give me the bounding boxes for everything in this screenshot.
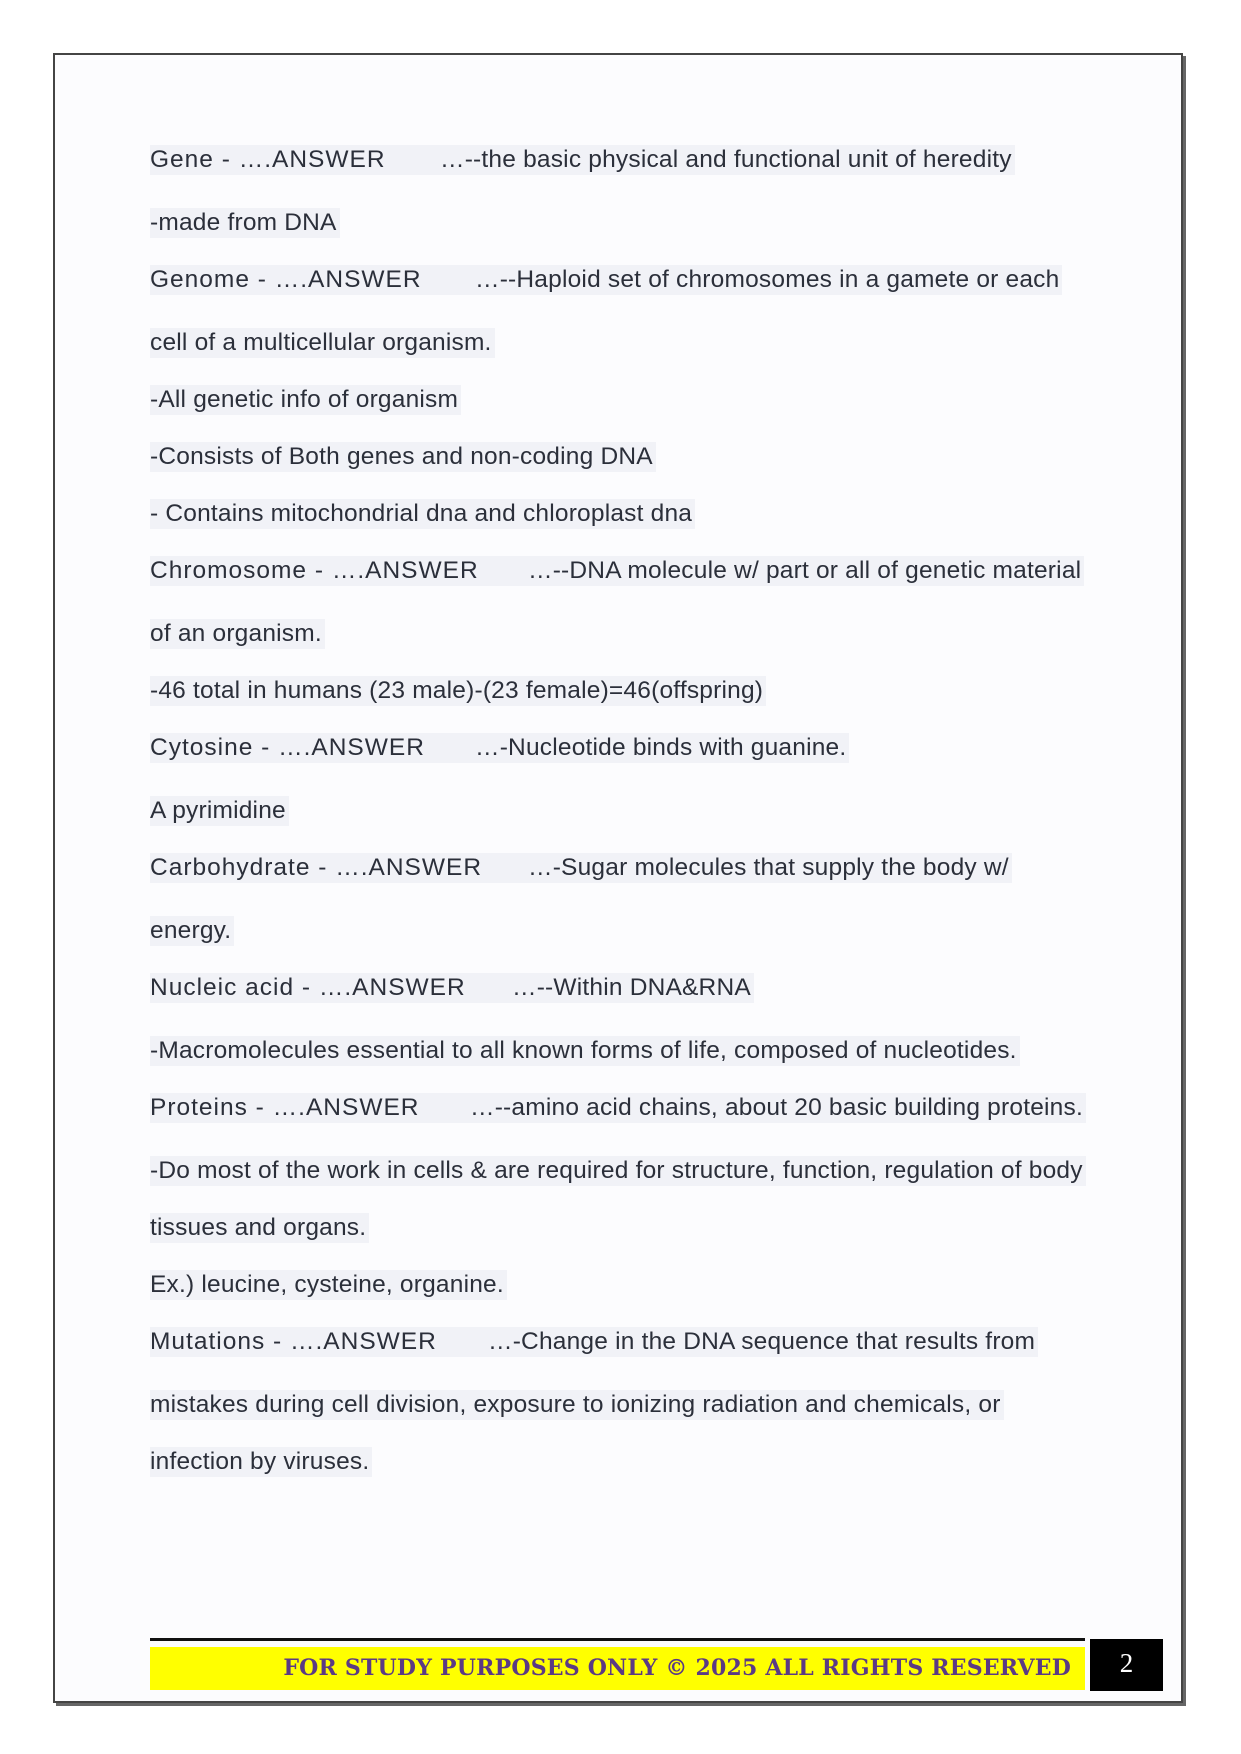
answer-text: …-Change in the DNA sequence that results from	[488, 1328, 1036, 1355]
answer-continuation: of an organism.	[150, 619, 325, 649]
answer-text: …--DNA molecule w/ part or all of genetic material	[528, 557, 1082, 584]
entry-gene	[150, 145, 1100, 175]
copyright-notice: FOR STUDY PURPOSES ONLY © 2025 ALL RIGHTS RESERVED	[283, 1655, 1071, 1681]
answer-continuation: mistakes during cell division, exposure to ionizing radiation and chemicals, or	[150, 1390, 1004, 1420]
answer-continuation: -46 total in humans (23 male)-(23 female)=46(offspring)	[150, 676, 766, 706]
entry-line	[150, 385, 1100, 415]
answer-text: …--amino acid chains, about 20 basic building proteins.	[470, 1094, 1083, 1121]
answer-text: …--Haploid set of chromosomes in a gamete or each	[475, 266, 1060, 293]
footer-rule	[150, 1638, 1085, 1641]
footer-banner	[150, 1647, 1085, 1690]
entry-line	[150, 1270, 1100, 1300]
answer-continuation: -Consists of Both genes and non-coding DNA	[150, 442, 656, 472]
entry-line	[150, 328, 1100, 358]
answer-continuation: -Do most of the work in cells & are required for structure, function, regulation of body	[150, 1156, 1086, 1186]
entry-cytosine	[150, 733, 1100, 763]
term-label: Mutations - ….ANSWER	[150, 1328, 437, 1355]
answer-continuation: - Contains mitochondrial dna and chloroplast dna	[150, 499, 695, 529]
term-label: Genome - ….ANSWER	[150, 266, 422, 293]
entry-line	[150, 208, 1100, 238]
page-number: 2	[1090, 1639, 1163, 1691]
answer-text: …--the basic physical and functional unit of heredity	[440, 146, 1012, 173]
answer-continuation: infection by viruses.	[150, 1447, 372, 1477]
entry-mutations	[150, 1327, 1100, 1357]
answer-continuation: tissues and organs.	[150, 1213, 369, 1243]
entry-line	[150, 796, 1100, 826]
answer-continuation: -made from DNA	[150, 208, 340, 238]
term-label: Gene - ….ANSWER	[150, 146, 386, 173]
entry-line	[150, 916, 1100, 946]
entry-carbohydrate	[150, 853, 1100, 883]
entry-line	[150, 499, 1100, 529]
answer-continuation: Ex.) leucine, cysteine, organine.	[150, 1270, 507, 1300]
entry-genome	[150, 265, 1100, 295]
entry-line	[150, 1036, 1100, 1066]
answer-text: …-Sugar molecules that supply the body w/	[528, 854, 1009, 881]
term-label: Cytosine - ….ANSWER	[150, 734, 425, 761]
entry-proteins	[150, 1093, 1100, 1123]
term-label: Nucleic acid - ….ANSWER	[150, 974, 466, 1001]
term-label: Proteins - ….ANSWER	[150, 1094, 420, 1121]
entry-chromosome	[150, 556, 1100, 586]
answer-continuation: -All genetic info of organism	[150, 385, 461, 415]
entry-line	[150, 1447, 1100, 1477]
answer-continuation: -Macromolecules essential to all known forms of life, composed of nucleotides.	[150, 1036, 1020, 1066]
entry-line	[150, 676, 1100, 706]
answer-continuation: energy.	[150, 916, 234, 946]
answer-continuation: A pyrimidine	[150, 796, 289, 826]
entry-line	[150, 1213, 1100, 1243]
entry-nucleic-acid	[150, 973, 1100, 1003]
answer-text: …--Within DNA&RNA	[512, 974, 751, 1001]
entry-line	[150, 1156, 1100, 1186]
entry-line	[150, 442, 1100, 472]
answer-text: …-Nucleotide binds with guanine.	[475, 734, 847, 761]
document-body	[150, 145, 1100, 1504]
term-label: Carbohydrate - ….ANSWER	[150, 854, 483, 881]
entry-line	[150, 619, 1100, 649]
term-label: Chromosome - ….ANSWER	[150, 557, 479, 584]
answer-continuation: cell of a multicellular organism.	[150, 328, 495, 358]
entry-line	[150, 1390, 1100, 1420]
